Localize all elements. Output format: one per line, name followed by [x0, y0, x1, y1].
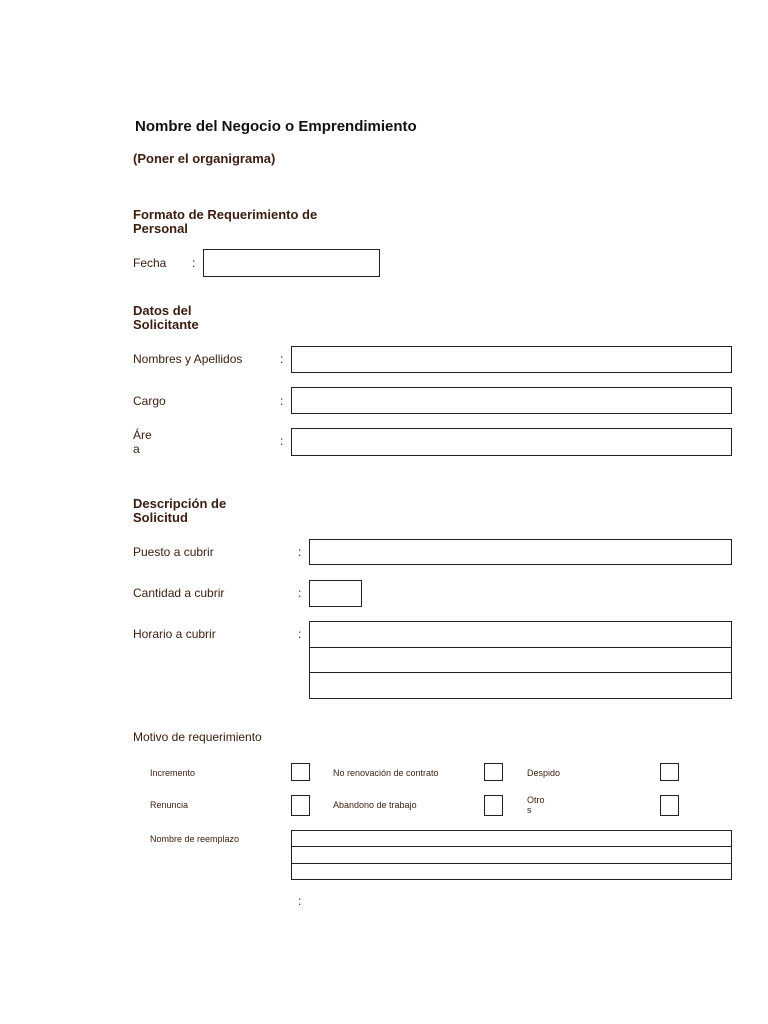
puesto-label: Puesto a cubrir — [133, 545, 214, 559]
motivo-title: Motivo de requerimiento — [133, 730, 262, 744]
descripcion-section-title — [133, 497, 226, 525]
motivo-option-label-renuncia: Renuncia — [150, 800, 189, 810]
fecha-label: Fecha — [133, 256, 167, 270]
puesto-field[interactable] — [309, 539, 732, 565]
motivo-checkbox-abandono[interactable] — [484, 795, 503, 816]
page-subtitle: (Poner el organigrama) — [133, 151, 276, 166]
motivo-checkbox-incremento[interactable] — [291, 763, 310, 781]
horario-label: Horario a cubrir — [133, 627, 216, 641]
motivo-option-label-no-renovacion: No renovación de contrato — [333, 768, 439, 778]
descripcion-title-line1: Descripción de — [133, 496, 227, 511]
cargo-label: Cargo — [133, 394, 166, 408]
area-label-line2: a — [133, 442, 140, 456]
horario-colon: : — [298, 627, 302, 641]
motivo-checkbox-renuncia[interactable] — [291, 795, 310, 816]
motivo-option-label-despido: Despido — [527, 768, 561, 778]
cantidad-label: Cantidad a cubrir — [133, 586, 225, 600]
area-label — [133, 428, 152, 456]
solicitante-title-line2: Solicitante — [133, 317, 199, 332]
horario-field-group — [309, 621, 732, 699]
motivo-checkbox-no-renovacion[interactable] — [484, 763, 503, 781]
reemplazo-field-row-3[interactable] — [292, 864, 731, 879]
reemplazo-colon: : — [298, 894, 302, 908]
fecha-colon: : — [192, 256, 196, 270]
nombres-label: Nombres y Apellidos — [133, 352, 243, 366]
solicitante-title-line1: Datos del — [133, 303, 192, 318]
motivo-option-label-incremento: Incremento — [150, 768, 196, 778]
puesto-colon: : — [298, 545, 302, 559]
fecha-field[interactable] — [203, 249, 380, 277]
nombres-field[interactable] — [291, 346, 732, 373]
horario-field-row-1[interactable] — [310, 622, 731, 648]
format-title-line2: Personal — [133, 221, 188, 236]
cantidad-field[interactable] — [309, 580, 362, 607]
reemplazo-field-row-1[interactable] — [292, 831, 731, 847]
cargo-field[interactable] — [291, 387, 732, 414]
format-title-line1: Formato de Requerimiento de — [133, 207, 318, 222]
solicitante-section-title — [133, 304, 199, 332]
page-title: Nombre del Negocio o Emprendimiento — [135, 118, 417, 135]
otros-label-line1: Otro — [527, 795, 545, 805]
horario-field-row-2[interactable] — [310, 648, 731, 674]
reemplazo-field-row-2[interactable] — [292, 847, 731, 863]
area-label-line1: Áre — [133, 428, 152, 442]
area-field[interactable] — [291, 428, 732, 456]
format-section-title — [133, 208, 317, 236]
area-colon: : — [280, 434, 284, 448]
horario-field-row-3[interactable] — [310, 673, 731, 698]
otros-label-line2: s — [527, 805, 532, 815]
motivo-checkbox-despido[interactable] — [660, 763, 679, 781]
cargo-colon: : — [280, 394, 284, 408]
motivo-checkbox-otros[interactable] — [660, 795, 679, 816]
reemplazo-label: Nombre de reemplazo — [150, 834, 240, 844]
motivo-option-label-abandono: Abandono de trabajo — [333, 800, 417, 810]
descripcion-title-line2: Solicitud — [133, 510, 188, 525]
nombres-colon: : — [280, 352, 284, 366]
reemplazo-field-group — [291, 830, 732, 880]
motivo-option-label-otros — [527, 795, 545, 815]
cantidad-colon: : — [298, 586, 302, 600]
